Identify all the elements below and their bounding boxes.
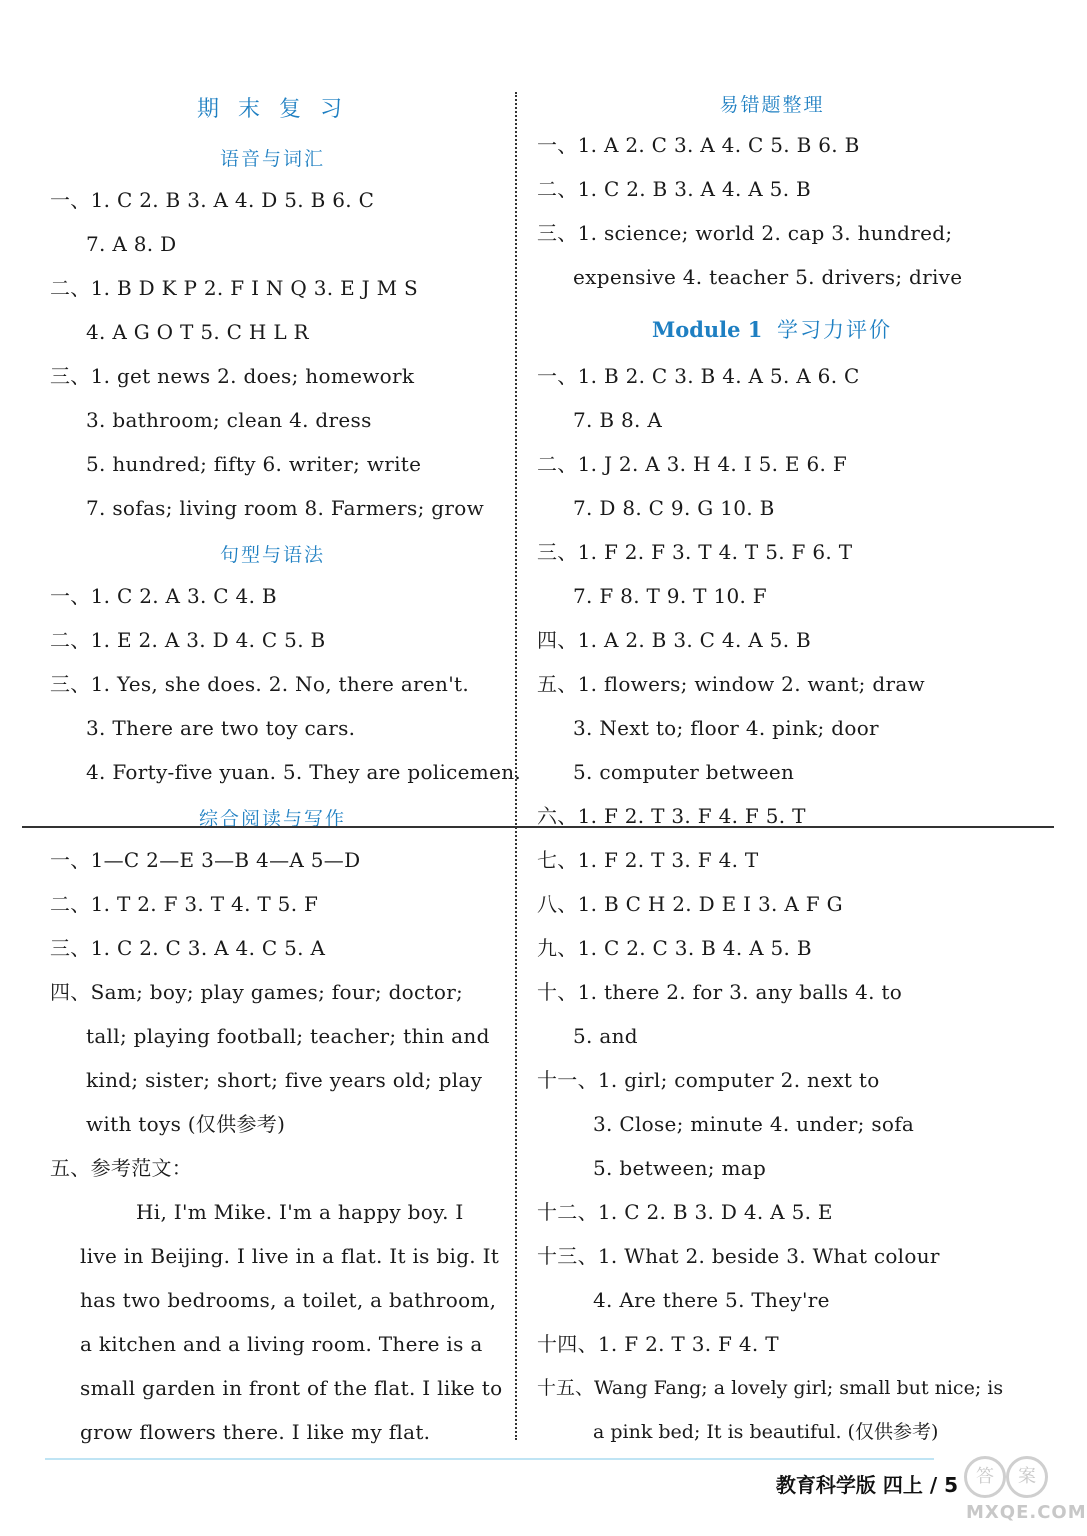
essay-line: Hi, I'm Mike. I'm a happy boy. I [136,1200,464,1224]
answer-line: 三、1. Yes, she does. 2. No, there aren't. [50,672,470,696]
answer-line: 7. sofas; living room 8. Farmers; grow [86,496,485,520]
answer-line: 二、1. E 2. A 3. D 4. C 5. B [50,628,326,652]
answer-line: 5. and [573,1024,638,1048]
answer-line: 5. between; map [593,1156,767,1180]
answer-line: 五、1. flowers; window 2. want; draw [537,672,925,696]
answer-line: 十二、1. C 2. B 3. D 4. A 5. E [537,1200,833,1224]
section-heading-error-prone: 易错题整理 [719,94,825,116]
answer-line: 十一、1. girl; computer 2. next to [537,1068,880,1092]
answer-line: 3. bathroom; clean 4. dress [86,408,372,432]
answer-line: 一、1—C 2—E 3—B 4—A 5—D [50,848,361,872]
answer-line: 二、1. B D K P 2. F I N Q 3. E J M S [50,276,419,300]
section-heading-sentences-grammar: 句型与语法 [219,544,325,566]
answer-line: 七、1. F 2. T 3. F 4. T [537,848,759,872]
essay-line: live in Beijing. I live in a flat. It is big. It [80,1244,500,1268]
answer-line: 九、1. C 2. C 3. B 4. A 5. B [537,936,812,960]
answer-line: 7. B 8. A [573,408,663,432]
answer-line: 十四、1. F 2. T 3. F 4. T [537,1332,779,1356]
watermark-logo [962,1456,1087,1532]
answer-line: 四、1. A 2. B 3. C 4. A 5. B [537,628,812,652]
answer-line: 一、1. C 2. A 3. C 4. B [50,584,277,608]
watermark-char: 答 [964,1456,1006,1498]
answer-line: 四、Sam; boy; play games; four; doctor; [50,980,464,1004]
answer-line: 十三、1. What 2. beside 3. What colour [537,1244,940,1268]
column-divider [515,92,517,1440]
module-subtitle: 学习力评价 [777,318,893,342]
section-heading-phonics-vocabulary: 语音与词汇 [219,148,325,170]
answer-line: 十、1. there 2. for 3. any balls 4. to [537,980,903,1004]
essay-line: has two bedrooms, a toilet, a bathroom, [80,1288,497,1312]
answer-line: 5. computer between [573,760,795,784]
answer-line: 三、1. get news 2. does; homework [50,364,415,388]
final-review-title: 期 末 复 习 [197,97,348,122]
essay-line: small garden in front of the flat. I like to [80,1376,503,1400]
footer-edition-page: 教育科学版 四上 / 5 [775,1473,958,1497]
answer-line: 三、1. C 2. C 3. A 4. C 5. A [50,936,326,960]
answer-line: 4. Forty-five yuan. 5. They are policemen. [86,760,522,784]
answer-line: 4. Are there 5. They're [593,1288,830,1312]
answer-line: 5. hundred; fifty 6. writer; write [86,452,422,476]
answer-line: 二、1. J 2. A 3. H 4. I 5. E 6. F [537,452,848,476]
answer-line: 一、1. A 2. C 3. A 4. C 5. B 6. B [537,133,860,157]
answer-line: 三、1. F 2. F 3. T 4. T 5. F 6. T [537,540,853,564]
answer-line: 十五、Wang Fang; a lovely girl; small but nice; is [537,1377,1004,1399]
section-heading-reading-writing: 综合阅读与写作 [198,808,346,830]
answer-line: 7. F 8. T 9. T 10. F [573,584,767,608]
answer-line: a pink bed; It is beautiful. (仅供参考) [593,1421,939,1443]
answer-line: 五、参考范文： [50,1156,193,1180]
answer-line: 二、1. T 2. F 3. T 4. T 5. F [50,892,319,916]
section-heading-module1 [537,314,1007,344]
watermark-domain: MXQE.COM [966,1502,1087,1523]
answer-line: 4. A G O T 5. C H L R [86,320,309,344]
answer-line: 三、1. science; world 2. cap 3. hundred; [537,221,953,245]
essay-line: grow flowers there. I like my flat. [80,1420,431,1444]
essay-line: a kitchen and a living room. There is a [80,1332,483,1356]
answer-line: kind; sister; short; five years old; play [86,1068,483,1092]
answer-line: 3. There are two toy cars. [86,716,356,740]
answer-line: 八、1. B C H 2. D E I 3. A F G [537,892,843,916]
answer-line: 一、1. C 2. B 3. A 4. D 5. B 6. C [50,188,375,212]
watermark-char: 案 [1006,1456,1048,1498]
answer-line: 7. D 8. C 9. G 10. B [573,496,775,520]
answer-line: tall; playing football; teacher; thin and [86,1024,490,1048]
answer-line: 3. Close; minute 4. under; sofa [593,1112,915,1136]
module-label: Module 1 [651,317,763,342]
answer-line: expensive 4. teacher 5. drivers; drive [573,265,963,289]
answer-line: 3. Next to; floor 4. pink; door [573,716,879,740]
answer-line: 7. A 8. D [86,232,177,256]
answer-line: with toys (仅供参考) [86,1112,286,1136]
footer-rule [45,1458,934,1460]
answer-line: 一、1. B 2. C 3. B 4. A 5. A 6. C [537,364,860,388]
answer-line: 六、1. F 2. T 3. F 4. F 5. T [537,804,806,828]
answer-line: 二、1. C 2. B 3. A 4. A 5. B [537,177,812,201]
